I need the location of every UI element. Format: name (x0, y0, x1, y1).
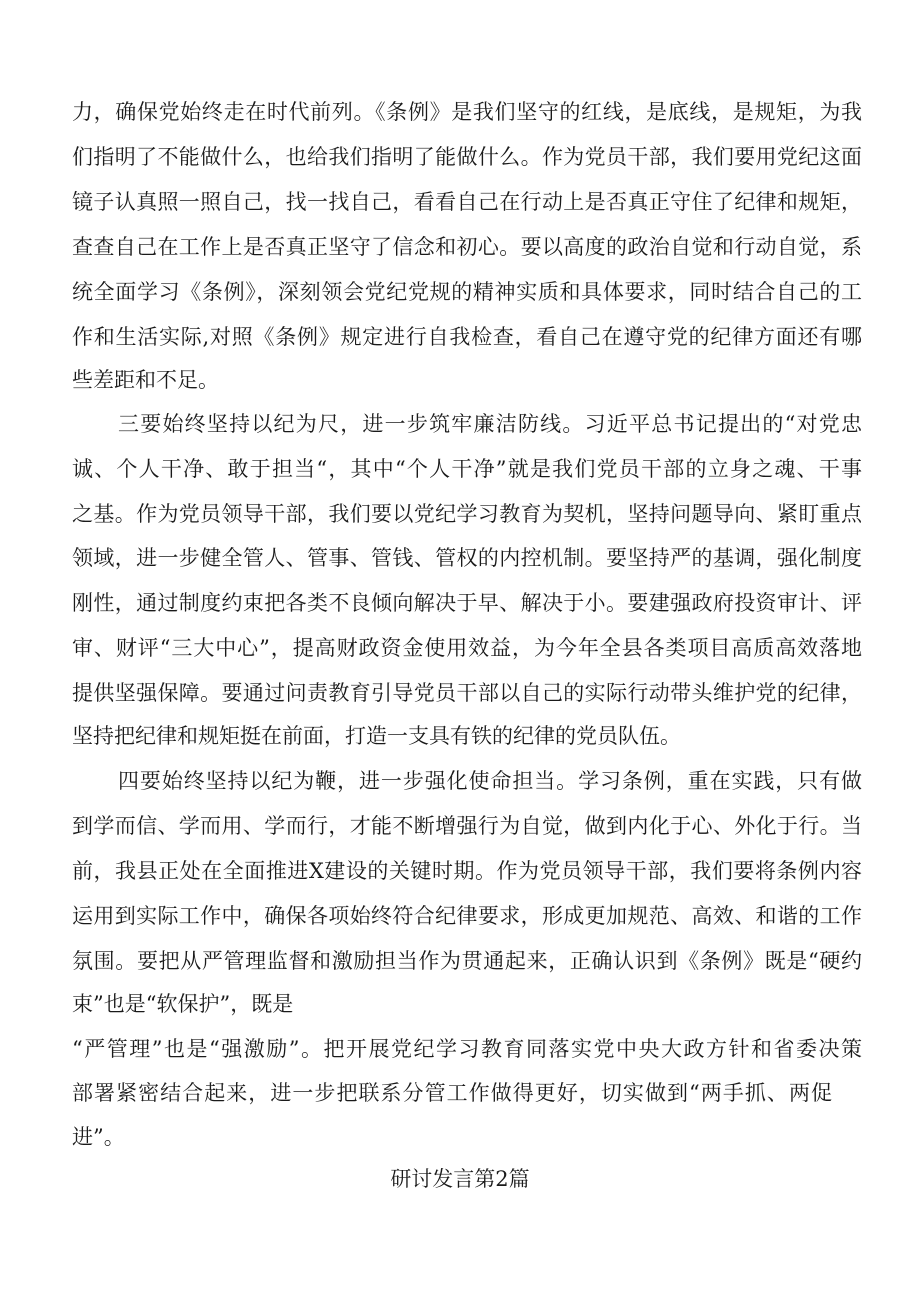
paragraph-3-line-3: 前，我县正处在全面推进X建设的关键时期。作为党员领导干部，我们要将条例内容 (72, 859, 862, 883)
paragraph-3-line-9: 进”。 (72, 1125, 125, 1149)
paragraph-3-line-2: 到学而信、学而用、学而行，才能不断增强行为自觉，做到内化于心、外化于行。当 (72, 814, 862, 838)
paragraph-2-line-3: 之基。作为党员领导干部，我们要以党纪学习教育为契机，坚持问题导向、紧盯重点 (72, 502, 862, 526)
paragraph-2-line-4: 领域，进一步健全管人、管事、管钱、管权的内控机制。要坚持严的基调，强化制度 (72, 546, 862, 570)
paragraph-2-line-5: 刚性，通过制度约束把各类不良倾向解决于早、解决于小。要建强政府投资审计、评 (72, 591, 862, 615)
paragraph-1-line-1: 力，确保党始终走在时代前列。《条例》是我们坚守的红线，是底线，是规矩，为我 (72, 100, 862, 124)
paragraph-2-line-2: 诚、个人干净、敢于担当“，其中“个人干净”就是我们党员干部的立身之魂、干事 (72, 457, 862, 481)
paragraph-1-line-3: 镜子认真照一照自己，找一找自己，看看自己在行动上是否真正守住了纪律和规矩， (72, 190, 862, 214)
paragraph-2-line-1: 三要始终坚持以纪为尺，进一步筑牢廉洁防线。习近平总书记提出的“对党忠 (118, 412, 862, 436)
paragraph-3-line-8: 部署紧密结合起来，进一步把联系分管工作做得更好，切实做到“两手抓、两促 (72, 1081, 832, 1105)
paragraph-1-line-2: 们指明了不能做什么，也给我们指明了能做什么。作为党员干部，我们要用党纪这面 (72, 145, 862, 169)
paragraph-3-line-6: 束”也是“软保护”，既是 (72, 992, 294, 1016)
paragraph-3-line-5: 氛围。要把从严管理监督和激励担当作为贯通起来，正确认识到《条例》既是“硬约 (72, 949, 862, 973)
paragraph-1-line-4: 查查自己在工作上是否真正坚守了信念和初心。要以高度的政治自觉和行动自觉，系 (72, 235, 862, 259)
paragraph-2-line-6: 审、财评“三大中心”，提高财政资金使用效益，为今年全县各类项目高质高效落地 (72, 636, 862, 660)
paragraph-3-line-4: 运用到实际工作中，确保各项始终符合纪律要求，形成更加规范、高效、和谐的工作 (72, 904, 862, 928)
paragraph-3-line-7: “严管理”也是“强激励”。把开展党纪学习教育同落实党中央大政方针和省委决策 (72, 1037, 862, 1061)
paragraph-2-line-7: 提供坚强保障。要通过问责教育引导党员干部以自己的实际行动带头维护党的纪律， (72, 681, 862, 705)
paragraph-3-line-1: 四要始终坚持以纪为鞭，进一步强化使命担当。学习条例，重在实践，只有做 (118, 769, 862, 793)
paragraph-1-line-7: 些差距和不足。 (72, 368, 219, 392)
paragraph-1-line-6: 作和生活实际,对照《条例》规定进行自我检查，看自己在遵守党的纪律方面还有哪 (72, 325, 862, 349)
paragraph-2-line-8: 坚持把纪律和规矩挺在前面，打造一支具有铁的纪律的党员队伍。 (72, 724, 681, 748)
next-article-heading: 研讨发言第2篇 (390, 1167, 530, 1191)
paragraph-1-line-5: 统全面学习《条例》，深刻领会党纪党规的精神实质和具体要求，同时结合自己的工 (72, 280, 862, 304)
